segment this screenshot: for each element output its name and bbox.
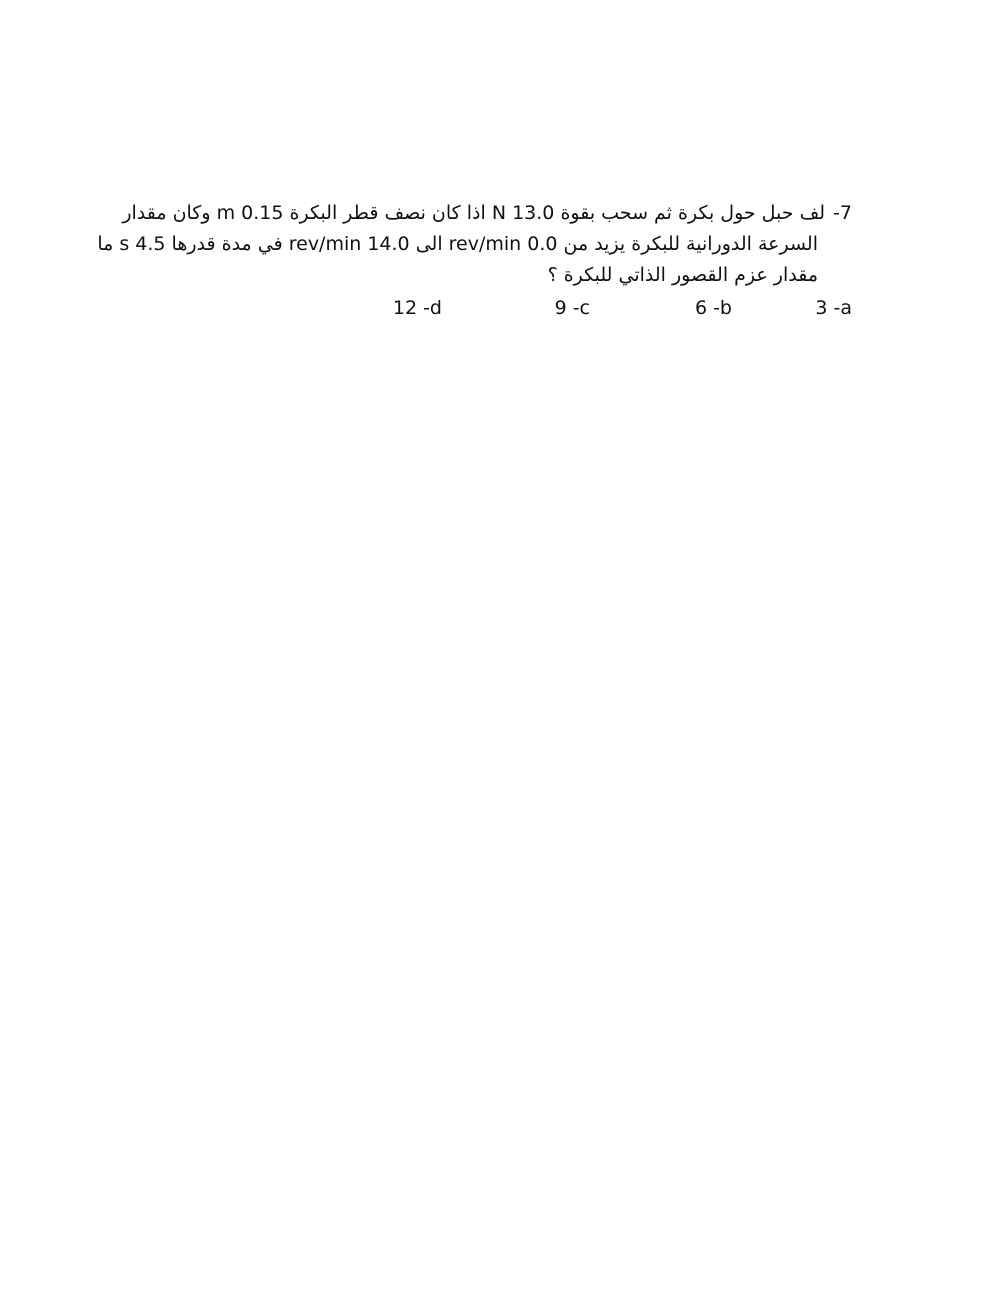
question-text-line-3: مقدار عزم القصور الذاتي للبكرة ؟ [547, 264, 818, 286]
option-c: 9 -c [554, 297, 590, 319]
question-7 [97, 198, 852, 324]
option-d: 12 -d [392, 297, 442, 319]
question-text-line-1: لف حبل حول بكرة ثم سحب بقوة 13.0 N اذا كان نصف قطر البكرة 0.15 m وكان مقدار [122, 202, 826, 224]
option-a: 3 -a [815, 297, 852, 319]
answer-options [147, 293, 852, 324]
question-text-line-2: السرعة الدورانية للبكرة يزيد من 0.0 rev/min الى 14.0 rev/min في مدة قدرها 4.5 s ما [97, 233, 818, 255]
question-number: -7 [833, 202, 852, 224]
question-line-1 [122, 198, 852, 229]
option-b: 6 -b [694, 297, 732, 319]
